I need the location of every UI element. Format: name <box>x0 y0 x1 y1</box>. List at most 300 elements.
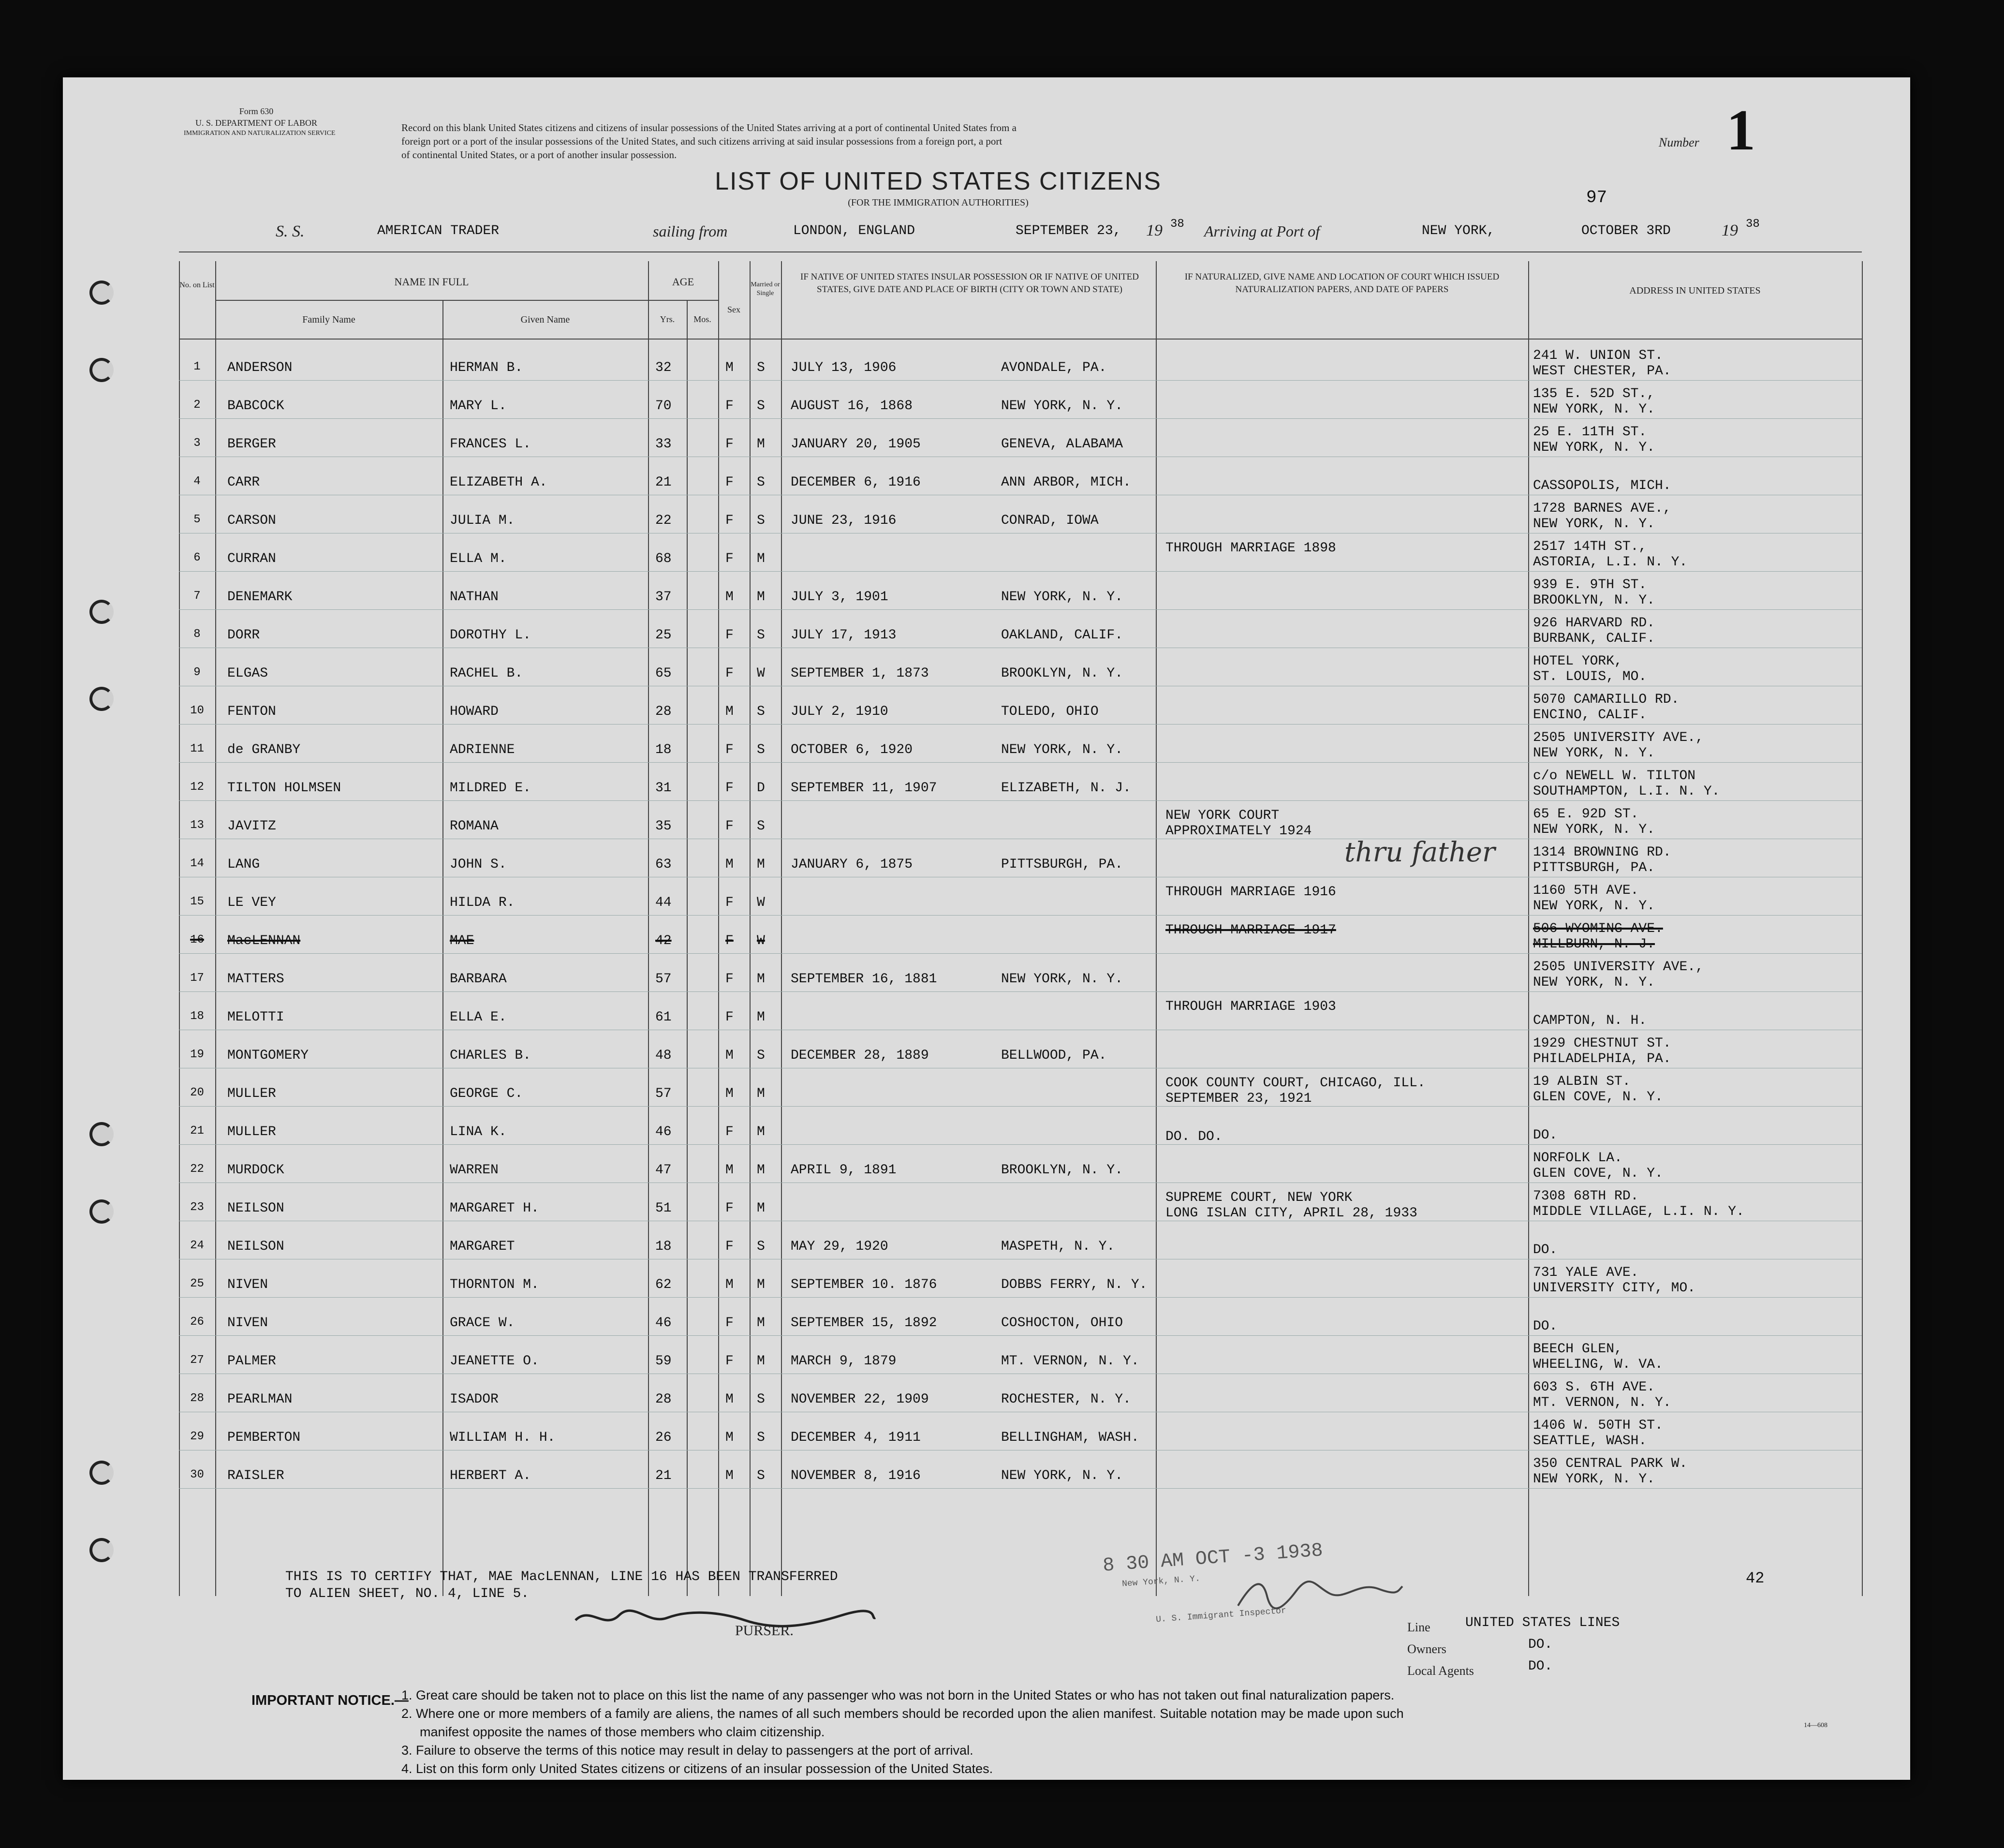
row-number: 2 <box>193 399 201 412</box>
naturalization-court: NEW YORK COURT <box>1165 808 1280 823</box>
birth-date: MARCH 9, 1879 <box>791 1354 897 1369</box>
row-number: 8 <box>193 628 201 641</box>
col-naturalized: IF NATURALIZED, GIVE NAME AND LOCATION OF COURT WHICH ISSUED NATURALIZATION PAPERS, AND DATE OF PAPERS <box>1184 272 1500 295</box>
birth-place: CONRAD, IOWA <box>1001 513 1099 528</box>
column-rule <box>750 261 751 1596</box>
family-name: PALMER <box>227 1354 276 1369</box>
address-street: 135 E. 52D ST., <box>1533 386 1655 401</box>
family-name: LANG <box>227 857 260 872</box>
sex: F <box>725 781 734 796</box>
row-number: 27 <box>190 1354 204 1367</box>
address-city: MT. VERNON, N. Y. <box>1533 1395 1671 1410</box>
marital-status: S <box>757 1468 765 1483</box>
sex: F <box>725 666 734 681</box>
family-name: BABCOCK <box>227 399 284 414</box>
family-name: MONTGOMERY <box>227 1048 309 1063</box>
row-rule <box>179 1144 1862 1145</box>
address-city: MIDDLE VILLAGE, L.I. N. Y. <box>1533 1204 1744 1219</box>
address-city: NEW YORK, N. Y. <box>1533 975 1655 990</box>
col-address: ADDRESS IN UNITED STATES <box>1629 285 1761 296</box>
age-years: 70 <box>655 399 672 414</box>
row-number: 24 <box>190 1239 204 1252</box>
row-number: 14 <box>190 857 204 870</box>
row-number: 7 <box>193 590 201 603</box>
given-name: HILDA R. <box>450 895 515 910</box>
form-code: 14—608 <box>1804 1722 1827 1729</box>
column-rule <box>718 261 719 1596</box>
birth-date: JULY 13, 1906 <box>791 360 897 375</box>
family-name: PEMBERTON <box>227 1430 301 1445</box>
family-name: CARR <box>227 475 260 490</box>
marital-status: D <box>757 781 765 796</box>
address-street: 19 ALBIN ST. <box>1533 1074 1631 1089</box>
row-rule <box>179 953 1862 954</box>
marital-status: W <box>757 666 765 681</box>
column-rule <box>1156 261 1157 1596</box>
inspector-signature <box>1233 1572 1407 1615</box>
page-subtitle: (FOR THE IMMIGRATION AUTHORITIES) <box>848 197 1029 208</box>
owners-label: Owners <box>1407 1642 1446 1656</box>
marital-status: M <box>757 1316 765 1331</box>
birth-date: DECEMBER 4, 1911 <box>791 1430 921 1445</box>
birth-place: BELLINGHAM, WASH. <box>1001 1430 1139 1445</box>
address-street: 731 YALE AVE. <box>1533 1265 1639 1280</box>
passenger-table <box>179 261 1862 1596</box>
birth-date: NOVEMBER 8, 1916 <box>791 1468 921 1483</box>
birth-place: MT. VERNON, N. Y. <box>1001 1354 1139 1369</box>
certify-line: THIS IS TO CERTIFY THAT, MAE MacLENNAN, LINE 16 HAS BEEN TRANSFERRED <box>285 1569 838 1584</box>
marital-status: M <box>757 437 765 452</box>
row-rule <box>179 915 1862 916</box>
given-name: WILLIAM H. H. <box>450 1430 556 1445</box>
punch-hole <box>89 1538 114 1562</box>
arrival-year: 38 <box>1746 218 1760 231</box>
given-name: MARGARET <box>450 1239 515 1254</box>
col-married-single: Married or Single <box>751 281 780 297</box>
given-name: HERBERT A. <box>450 1468 531 1483</box>
address-city: DO. <box>1533 1242 1558 1257</box>
marital-status: S <box>757 1239 765 1254</box>
birth-date: DECEMBER 6, 1916 <box>791 475 921 490</box>
family-name: PEARLMAN <box>227 1392 293 1407</box>
family-name: MULLER <box>227 1124 276 1139</box>
birth-date: DECEMBER 28, 1889 <box>791 1048 929 1063</box>
sex: F <box>725 1201 734 1216</box>
birth-place: PITTSBURGH, PA. <box>1001 857 1123 872</box>
row-number: 26 <box>190 1316 204 1329</box>
given-name: JULIA M. <box>450 513 515 528</box>
row-number: 15 <box>190 895 204 908</box>
marital-status: M <box>757 1163 765 1178</box>
birth-place: GENEVA, ALABAMA <box>1001 437 1123 452</box>
address-street: 25 E. 11TH ST. <box>1533 425 1647 440</box>
given-name: ELLA M. <box>450 551 507 566</box>
birth-place: NEW YORK, N. Y. <box>1001 972 1123 987</box>
sex: M <box>725 360 734 375</box>
family-name: NEILSON <box>227 1239 284 1254</box>
family-name: MULLER <box>227 1086 276 1101</box>
row-number: 25 <box>190 1277 204 1290</box>
birth-place: OAKLAND, CALIF. <box>1001 628 1123 643</box>
handwritten-note: thru father <box>1344 837 1495 868</box>
age-years: 57 <box>655 972 672 987</box>
marital-status: S <box>757 1392 765 1407</box>
birth-date: JULY 17, 1913 <box>791 628 897 643</box>
naturalization-date: APPROXIMATELY 1924 <box>1165 824 1312 839</box>
age-years: 51 <box>655 1201 672 1216</box>
instruction-line: Record on this blank United States citizens and citizens of insular possessions of the United States arriving at a port of continental United States from a <box>401 122 1017 133</box>
birth-place: BROOKLYN, N. Y. <box>1001 666 1123 681</box>
family-name: FENTON <box>227 704 276 719</box>
family-name: JAVITZ <box>227 819 276 834</box>
column-rule <box>442 300 443 1596</box>
notice-title: IMPORTANT NOTICE.— <box>251 1693 409 1708</box>
birth-date: OCTOBER 6, 1920 <box>791 742 913 757</box>
punch-hole <box>89 1461 114 1485</box>
birth-date: JANUARY 6, 1875 <box>791 857 913 872</box>
address-city: NEW YORK, N. Y. <box>1533 517 1655 532</box>
given-name: RACHEL B. <box>450 666 523 681</box>
naturalization-date: LONG ISLAN CITY, APRIL 28, 1933 <box>1165 1206 1417 1221</box>
certify-line: TO ALIEN SHEET, NO. 4, LINE 5. <box>285 1586 530 1601</box>
birth-date: AUGUST 16, 1868 <box>791 399 913 414</box>
birth-place: NEW YORK, N. Y. <box>1001 1468 1123 1483</box>
form-number: Form 630 <box>239 106 274 116</box>
marital-status: S <box>757 475 765 490</box>
address-city: NEW YORK, N. Y. <box>1533 402 1655 417</box>
given-name: THORNTON M. <box>450 1277 539 1292</box>
notice-item: 4. List on this form only United States citizens or citizens of an insular possession of the United States. <box>401 1761 993 1776</box>
column-rule <box>179 261 180 1596</box>
col-given-name: Given Name <box>520 314 570 325</box>
col-age: AGE <box>672 276 694 288</box>
address-street: 1406 W. 50TH ST. <box>1533 1418 1663 1433</box>
age-years: 65 <box>655 666 672 681</box>
marital-status: M <box>757 1354 765 1369</box>
sex: M <box>725 857 734 872</box>
from-port: LONDON, ENGLAND <box>793 223 915 238</box>
sex: F <box>725 819 734 834</box>
sex: M <box>725 704 734 719</box>
address-street: 241 W. UNION ST. <box>1533 348 1663 363</box>
naturalization-court: COOK COUNTY COURT, CHICAGO, ILL. <box>1165 1076 1426 1091</box>
page-total: 42 <box>1746 1569 1765 1587</box>
service: IMMIGRATION AND NATURALIZATION SERVICE <box>184 130 336 137</box>
address-city: SEATTLE, WASH. <box>1533 1434 1647 1449</box>
year-prefix: 19 <box>1722 222 1738 239</box>
address-street: 603 S. 6TH AVE. <box>1533 1380 1655 1395</box>
naturalization-court: THROUGH MARRIAGE 1916 <box>1165 885 1336 900</box>
age-years: 18 <box>655 1239 672 1254</box>
sex: F <box>725 1239 734 1254</box>
given-name: LINA K. <box>450 1124 507 1139</box>
row-number: 9 <box>193 666 201 679</box>
address-city: ENCINO, CALIF. <box>1533 708 1647 723</box>
marital-status: S <box>757 819 765 834</box>
row-number: 30 <box>190 1468 204 1481</box>
family-name: LE VEY <box>227 895 276 910</box>
agents-value: DO. <box>1528 1659 1553 1674</box>
header-rule <box>179 251 1862 252</box>
row-rule <box>179 1335 1862 1336</box>
address-street: BEECH GLEN, <box>1533 1342 1622 1357</box>
address-city: PHILADELPHIA, PA. <box>1533 1051 1671 1066</box>
marital-status: W <box>757 933 765 948</box>
notice-item: 3. Failure to observe the terms of this notice may result in delay to passengers at the port of arrival. <box>401 1743 973 1758</box>
given-name: ISADOR <box>450 1392 499 1407</box>
birth-date: MAY 29, 1920 <box>791 1239 888 1254</box>
address-city: NEW YORK, N. Y. <box>1533 899 1655 914</box>
col-months: Mos. <box>693 314 711 324</box>
address-street: 5070 CAMARILLO RD. <box>1533 692 1680 707</box>
family-name: NIVEN <box>227 1316 268 1331</box>
naturalization-court: SUPREME COURT, NEW YORK <box>1165 1190 1353 1205</box>
marital-status: S <box>757 742 765 757</box>
birth-place: COSHOCTON, OHIO <box>1001 1316 1123 1331</box>
sex: M <box>725 1048 734 1063</box>
marital-status: M <box>757 590 765 605</box>
given-name: GEORGE C. <box>450 1086 523 1101</box>
address-city: UNIVERSITY CITY, MO. <box>1533 1281 1696 1296</box>
birth-date: SEPTEMBER 11, 1907 <box>791 781 937 796</box>
col-name-in-full: NAME IN FULL <box>394 276 469 288</box>
sex: M <box>725 1430 734 1445</box>
birth-place: ROCHESTER, N. Y. <box>1001 1392 1131 1407</box>
ss-label: S. S. <box>276 222 305 240</box>
sex: F <box>725 895 734 910</box>
family-name: de GRANBY <box>227 742 301 757</box>
instruction-line: of continental United States, or a port of another insular possession. <box>401 149 677 161</box>
sex: F <box>725 933 734 948</box>
marital-status: M <box>757 1010 765 1025</box>
age-years: 26 <box>655 1430 672 1445</box>
address-street: 1160 5TH AVE. <box>1533 883 1639 898</box>
punch-hole <box>89 600 114 624</box>
agents-label: Local Agents <box>1407 1664 1474 1678</box>
sail-date: SEPTEMBER 23, <box>1016 223 1121 238</box>
marital-status: M <box>757 972 765 987</box>
sex: F <box>725 475 734 490</box>
family-name: BERGER <box>227 437 276 452</box>
given-name: MILDRED E. <box>450 781 531 796</box>
age-years: 21 <box>655 1468 672 1483</box>
row-rule <box>179 609 1862 610</box>
header-subrule <box>215 300 718 301</box>
address-street: 1314 BROWNING RD. <box>1533 845 1671 860</box>
age-years: 32 <box>655 360 672 375</box>
stamp-inspector: U. S. Immigrant Inspector <box>1155 1606 1287 1625</box>
address-city: BURBANK, CALIF. <box>1533 631 1655 646</box>
punch-hole <box>89 281 114 305</box>
given-name: ADRIENNE <box>450 742 515 757</box>
purser-label: PURSER. <box>735 1623 794 1639</box>
given-name: HERMAN B. <box>450 360 523 375</box>
address-city: ASTORIA, L.I. N. Y. <box>1533 555 1688 570</box>
birth-date: JUNE 23, 1916 <box>791 513 897 528</box>
notice-item: 1. Great care should be taken not to place on this list the name of any passenger who was not born in the United States or who has not taken out final naturalization papers. <box>401 1688 1395 1702</box>
marital-status: S <box>757 1430 765 1445</box>
sail-year: 38 <box>1170 218 1184 231</box>
birth-place: BELLWOOD, PA. <box>1001 1048 1107 1063</box>
address-city: CASSOPOLIS, MICH. <box>1533 478 1671 493</box>
address-city: BROOKLYN, N. Y. <box>1533 593 1655 608</box>
address-street: NORFOLK LA. <box>1533 1151 1622 1166</box>
family-name: MATTERS <box>227 972 284 987</box>
family-name: CURRAN <box>227 551 276 566</box>
sex: F <box>725 399 734 414</box>
given-name: ELIZABETH A. <box>450 475 547 490</box>
marital-status: S <box>757 704 765 719</box>
punch-hole <box>89 1199 114 1224</box>
instructions-block <box>401 121 1017 162</box>
address-street: 926 HARVARD RD. <box>1533 616 1655 631</box>
birth-date: APRIL 9, 1891 <box>791 1163 897 1178</box>
age-years: 61 <box>655 1010 672 1025</box>
punch-hole <box>89 687 114 711</box>
age-years: 44 <box>655 895 672 910</box>
year-prefix: 19 <box>1146 222 1163 239</box>
page-note: 97 <box>1586 188 1607 207</box>
address-street: 65 E. 92D ST. <box>1533 807 1639 822</box>
sex: F <box>725 551 734 566</box>
birth-place: DOBBS FERRY, N. Y. <box>1001 1277 1148 1292</box>
arriving-label: Arriving at Port of <box>1204 222 1320 240</box>
birth-date: JANUARY 20, 1905 <box>791 437 921 452</box>
row-number: 16 <box>190 933 204 946</box>
age-years: 68 <box>655 551 672 566</box>
row-number: 12 <box>190 781 204 794</box>
age-years: 62 <box>655 1277 672 1292</box>
sex: M <box>725 590 734 605</box>
birth-date: JULY 3, 1901 <box>791 590 888 605</box>
address-city: DO. <box>1533 1128 1558 1143</box>
marital-status: S <box>757 513 765 528</box>
row-number: 19 <box>190 1048 204 1061</box>
sheet-number: 1 <box>1726 98 1755 162</box>
department: U. S. DEPARTMENT OF LABOR <box>195 118 317 128</box>
line-label: Line <box>1407 1620 1430 1634</box>
birth-place: NEW YORK, N. Y. <box>1001 399 1123 414</box>
age-years: 59 <box>655 1354 672 1369</box>
address-street: 2505 UNIVERSITY AVE., <box>1533 960 1704 975</box>
marital-status: S <box>757 399 765 414</box>
birth-place: MASPETH, N. Y. <box>1001 1239 1115 1254</box>
address-city: NEW YORK, N. Y. <box>1533 746 1655 761</box>
address-street: 1929 CHESTNUT ST. <box>1533 1036 1671 1051</box>
row-number: 4 <box>193 475 201 488</box>
birth-date: NOVEMBER 22, 1909 <box>791 1392 929 1407</box>
age-years: 33 <box>655 437 672 452</box>
naturalization-court: THROUGH MARRIAGE 1917 <box>1165 923 1336 938</box>
row-rule <box>179 1297 1862 1298</box>
age-years: 28 <box>655 704 672 719</box>
row-number: 11 <box>190 742 204 755</box>
naturalization-court: THROUGH MARRIAGE 1903 <box>1165 999 1336 1014</box>
naturalization-date: DO. DO. <box>1165 1129 1223 1144</box>
row-rule <box>179 1106 1862 1107</box>
row-number: 6 <box>193 551 201 564</box>
row-rule <box>179 418 1862 419</box>
column-rule <box>687 300 688 1596</box>
owners-value: DO. <box>1528 1637 1553 1652</box>
sex: F <box>725 1316 734 1331</box>
family-name: ELGAS <box>227 666 268 681</box>
given-name: BARBARA <box>450 972 507 987</box>
naturalization-court: THROUGH MARRIAGE 1898 <box>1165 541 1336 556</box>
row-number: 20 <box>190 1086 204 1099</box>
marital-status: W <box>757 895 765 910</box>
given-name: GRACE W. <box>450 1316 515 1331</box>
birth-place: TOLEDO, OHIO <box>1001 704 1099 719</box>
purser-signature <box>571 1601 880 1635</box>
sex: M <box>725 1468 734 1483</box>
address-city: CAMPTON, N. H. <box>1533 1013 1647 1028</box>
age-years: 35 <box>655 819 672 834</box>
page-title: LIST OF UNITED STATES CITIZENS <box>715 167 1162 195</box>
given-name: ROMANA <box>450 819 499 834</box>
row-number: 5 <box>193 513 201 526</box>
family-name: MacLENNAN <box>227 933 301 948</box>
address-street: 7308 68TH RD. <box>1533 1189 1639 1204</box>
birth-date: SEPTEMBER 16, 1881 <box>791 972 937 987</box>
age-years: 28 <box>655 1392 672 1407</box>
sex: F <box>725 972 734 987</box>
address-street: 939 E. 9TH ST. <box>1533 577 1647 592</box>
row-number: 22 <box>190 1163 204 1176</box>
address-street: c/o NEWELL W. TILTON <box>1533 769 1696 784</box>
address-city: GLEN COVE, N. Y. <box>1533 1090 1663 1105</box>
address-street: 350 CENTRAL PARK W. <box>1533 1456 1688 1471</box>
sex: M <box>725 1086 734 1101</box>
age-years: 42 <box>655 933 672 948</box>
col-birth: IF NATIVE OF UNITED STATES INSULAR POSSESSION OR IF NATIVE OF UNITED STATES, GIVE DATE AND PLACE OF BIRTH (CITY OR TOWN AND STATE) <box>800 272 1139 295</box>
given-name: NATHAN <box>450 590 499 605</box>
address-city: GLEN COVE, N. Y. <box>1533 1166 1663 1181</box>
address-street: 2517 14TH ST., <box>1533 539 1647 554</box>
marital-status: M <box>757 1086 765 1101</box>
sex: F <box>725 742 734 757</box>
address-city: NEW YORK, N. Y. <box>1533 822 1655 837</box>
manifest-sheet <box>63 77 1910 1780</box>
column-rule <box>215 261 216 1596</box>
row-number: 3 <box>193 437 201 450</box>
marital-status: M <box>757 1124 765 1139</box>
sailing-label: sailing from <box>653 222 728 240</box>
col-years: Yrs. <box>660 314 675 324</box>
row-number: 10 <box>190 704 204 717</box>
notice-item: manifest opposite the names of those members who claim citizenship. <box>420 1725 825 1739</box>
row-number: 1 <box>193 360 201 373</box>
row-number: 18 <box>190 1010 204 1023</box>
address-street: HOTEL YORK, <box>1533 654 1622 669</box>
sex: M <box>725 1392 734 1407</box>
birth-place: NEW YORK, N. Y. <box>1001 590 1123 605</box>
marital-status: M <box>757 1277 765 1292</box>
sex: F <box>725 1124 734 1139</box>
marital-status: M <box>757 857 765 872</box>
family-name: RAISLER <box>227 1468 284 1483</box>
given-name: HOWARD <box>450 704 499 719</box>
birth-place: AVONDALE, PA. <box>1001 360 1107 375</box>
given-name: MARGARET H. <box>450 1201 539 1216</box>
given-name: CHARLES B. <box>450 1048 531 1063</box>
sex: F <box>725 1354 734 1369</box>
notice-item: 2. Where one or more members of a family are aliens, the names of all such members should be recorded upon the alien manifest. Suitable notation may be made upon such <box>401 1706 1404 1721</box>
family-name: TILTON HOLMSEN <box>227 781 341 796</box>
row-number: 28 <box>190 1392 204 1405</box>
age-years: 22 <box>655 513 672 528</box>
birth-place: ANN ARBOR, MICH. <box>1001 475 1131 490</box>
